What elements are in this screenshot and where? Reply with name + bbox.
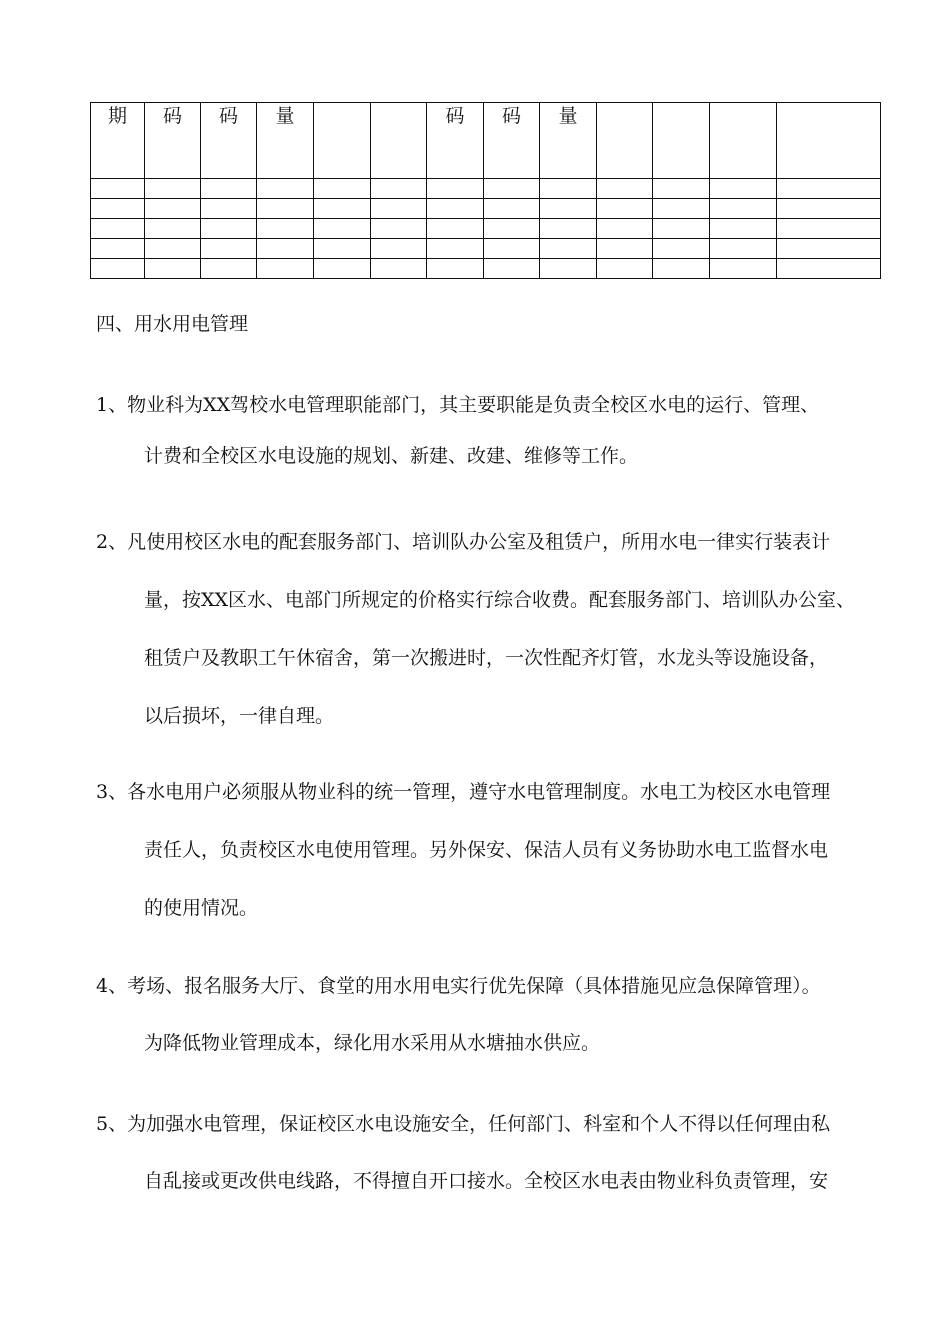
item-text-line: 自乱接或更改供电线路，不得擅自开口接水。全校区水电表由物业科负责管理，安 <box>144 1170 829 1192</box>
table-header-cell: 量 <box>540 103 597 179</box>
table-header-cell <box>597 103 653 179</box>
item-text-line: 量，按XX区水、电部门所规定的价格实行综合收费。配套服务部门、培训队办公室、 <box>144 589 856 611</box>
table-cell <box>145 179 201 199</box>
table-cell <box>540 179 597 199</box>
table-cell <box>540 239 597 259</box>
table-header-row <box>91 103 881 179</box>
table-header-cell <box>371 103 427 179</box>
table-header-cell <box>710 103 777 179</box>
table-cell <box>710 219 777 239</box>
table-cell <box>653 199 710 219</box>
table-header-cell: 码 <box>201 103 257 179</box>
item-text-line: 4、考场、报名服务大厅、食堂的用水用电实行优先保障（具体措施见应急保障管理）。 <box>96 975 821 997</box>
table-header-cell: 期 <box>91 103 145 179</box>
item-text-line: 3、各水电用户必须服从物业科的统一管理，遵守水电管理制度。水电工为校区水电管理 <box>96 781 831 803</box>
table-cell <box>484 179 540 199</box>
list-item <box>96 393 896 468</box>
table-cell <box>653 179 710 199</box>
table-cell <box>597 199 653 219</box>
item-text-line: 为降低物业管理成本，绿化用水采用从水塘抽水供应。 <box>144 1032 601 1054</box>
table-cell <box>91 179 145 199</box>
table-cell <box>710 179 777 199</box>
table-cell <box>91 239 145 259</box>
table-cell <box>145 259 201 279</box>
item-text-line: 5、为加强水电管理，保证校区水电设施安全，任何部门、科室和个人不得以任何理由私 <box>96 1113 831 1135</box>
table-cell <box>710 259 777 279</box>
table-cell <box>314 239 371 259</box>
table-cell <box>540 219 597 239</box>
table-row <box>91 199 881 219</box>
table-cell <box>653 239 710 259</box>
table-cell <box>314 219 371 239</box>
table-cell <box>257 179 314 199</box>
table-cell <box>91 199 145 219</box>
table-cell <box>201 199 257 219</box>
table-header-cell <box>653 103 710 179</box>
table-header-cell: 码 <box>484 103 540 179</box>
table-cell <box>484 239 540 259</box>
table-cell <box>427 199 484 219</box>
table-cell <box>201 219 257 239</box>
table-cell <box>91 219 145 239</box>
table-body <box>91 179 881 279</box>
item-text-line: 责任人，负责校区水电使用管理。另外保安、保洁人员有义务协助水电工监督水电 <box>144 839 829 861</box>
item-text-line: 以后损坏，一律自理。 <box>144 705 335 727</box>
table-cell <box>257 259 314 279</box>
table-cell <box>314 179 371 199</box>
table-cell <box>540 259 597 279</box>
table-cell <box>314 199 371 219</box>
table-cell <box>145 219 201 239</box>
table-cell <box>540 199 597 219</box>
table-cell <box>484 259 540 279</box>
table-cell <box>597 219 653 239</box>
table-row <box>91 239 881 259</box>
table-cell <box>427 179 484 199</box>
table-header-cell: 码 <box>145 103 201 179</box>
table-cell <box>777 219 881 239</box>
meter-reading-table <box>90 102 881 279</box>
table-cell <box>257 199 314 219</box>
table-cell <box>597 259 653 279</box>
table-cell <box>653 259 710 279</box>
table-cell <box>145 239 201 259</box>
table-cell <box>201 239 257 259</box>
table-cell <box>257 239 314 259</box>
table-cell <box>597 179 653 199</box>
list-item <box>96 974 896 1055</box>
list-item <box>96 780 896 920</box>
table-cell <box>777 239 881 259</box>
table-cell <box>371 239 427 259</box>
table-cell <box>777 259 881 279</box>
table-row <box>91 259 881 279</box>
table-header-cell <box>777 103 881 179</box>
table-cell <box>145 199 201 219</box>
table-cell <box>653 219 710 239</box>
table-cell <box>201 259 257 279</box>
table-row <box>91 219 881 239</box>
table-cell <box>427 219 484 239</box>
table-cell <box>777 199 881 219</box>
table-cell <box>427 259 484 279</box>
item-text-line: 1、物业科为XX驾校水电管理职能部门，其主要职能是负责全校区水电的运行、管理、 <box>96 394 820 416</box>
item-text-line: 租赁户及教职工午休宿舍，第一次搬进时，一次性配齐灯管，水龙头等设施设备， <box>144 647 829 669</box>
table-cell <box>427 239 484 259</box>
table-cell <box>257 219 314 239</box>
item-text-line: 的使用情况。 <box>144 897 259 919</box>
list-item <box>96 1112 896 1193</box>
item-text-line: 2、凡使用校区水电的配套服务部门、培训队办公室及租赁户，所用水电一律实行装表计 <box>96 531 831 553</box>
table-cell <box>371 179 427 199</box>
table-cell <box>91 259 145 279</box>
table-cell <box>710 239 777 259</box>
table-cell <box>777 179 881 199</box>
table-header-cell: 量 <box>257 103 314 179</box>
table-cell <box>201 179 257 199</box>
table-cell <box>314 259 371 279</box>
item-text-line: 计费和全校区水电设施的规划、新建、改建、维修等工作。 <box>144 445 639 467</box>
table-cell <box>371 199 427 219</box>
table-cell <box>484 219 540 239</box>
table-header-cell <box>314 103 371 179</box>
table-cell <box>371 219 427 239</box>
table-cell <box>710 199 777 219</box>
table-cell <box>484 199 540 219</box>
table-header-cell: 码 <box>427 103 484 179</box>
table-row <box>91 179 881 199</box>
table-cell <box>597 239 653 259</box>
section-heading: 四、用水用电管理 <box>96 313 249 335</box>
list-item <box>96 530 896 728</box>
table-cell <box>371 259 427 279</box>
